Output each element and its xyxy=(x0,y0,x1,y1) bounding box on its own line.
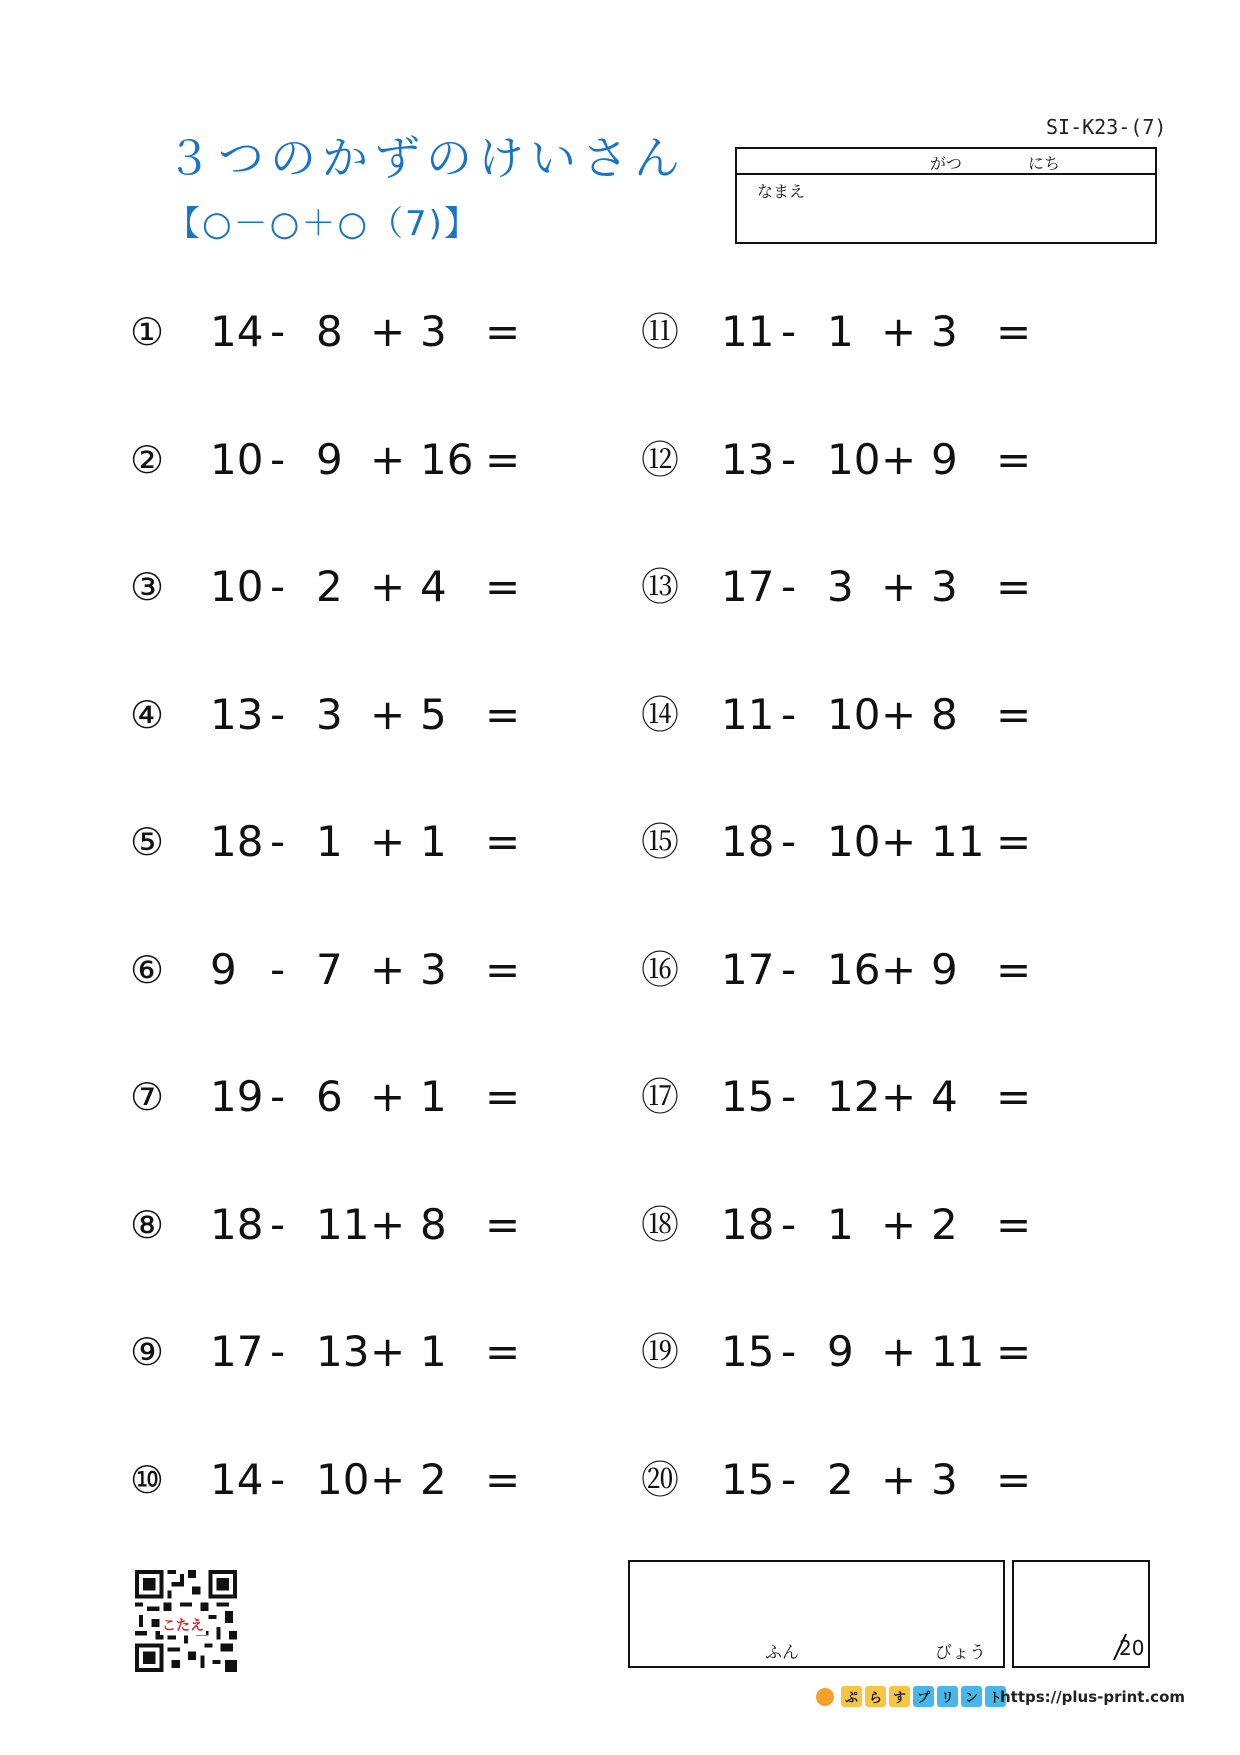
problem-eq: = xyxy=(485,1072,521,1121)
problem-op1: - xyxy=(270,1327,286,1376)
problem-op1: - xyxy=(270,562,286,611)
problem-a: 15 xyxy=(721,1072,775,1121)
problem-op2: + xyxy=(881,562,917,611)
problem-op1: - xyxy=(781,307,797,356)
problem-b: 12 xyxy=(827,1072,881,1121)
problem-op1: - xyxy=(781,1454,797,1504)
problem-c: 3 xyxy=(931,1454,958,1504)
problem-op1: - xyxy=(270,1454,286,1504)
brand-char: ト xyxy=(985,1686,1006,1707)
problem-num: ⑮ xyxy=(641,820,680,864)
problem-b: 11 xyxy=(316,1199,370,1249)
problem-b: 8 xyxy=(316,307,343,356)
problem-row xyxy=(641,1067,1061,1127)
problem-row xyxy=(130,1322,550,1382)
problem-c: 4 xyxy=(420,562,447,611)
problem-op2: + xyxy=(881,434,917,484)
problem-c: 4 xyxy=(931,1072,958,1121)
brand-char: ぷ xyxy=(841,1686,862,1707)
problem-op2: + xyxy=(881,1327,917,1376)
month-label: がつ xyxy=(930,154,963,173)
problem-a: 18 xyxy=(721,1199,775,1249)
problem-a: 13 xyxy=(721,434,775,484)
problem-b: 13 xyxy=(316,1327,370,1376)
problem-eq: = xyxy=(996,562,1032,611)
problem-op1: - xyxy=(270,307,286,356)
name-date-box xyxy=(735,147,1157,244)
problem-op2: + xyxy=(370,1199,406,1249)
problem-eq: = xyxy=(485,944,521,994)
problem-num: ⑩ xyxy=(130,1457,165,1502)
minutes-label: ふん xyxy=(765,1643,799,1663)
problem-op2: + xyxy=(370,562,406,611)
problem-op1: - xyxy=(781,1327,797,1376)
answer-qr-label: こたえ xyxy=(160,1615,206,1635)
problem-c: 2 xyxy=(931,1199,958,1249)
problem-num: ① xyxy=(130,310,165,354)
problem-op2: + xyxy=(370,1454,406,1504)
problem-b: 10 xyxy=(827,689,881,739)
problem-eq: = xyxy=(485,689,521,739)
problem-eq: = xyxy=(485,307,521,356)
problem-c: 3 xyxy=(931,307,958,356)
problem-num: ② xyxy=(130,437,165,482)
problem-c: 3 xyxy=(420,307,447,356)
problem-b: 7 xyxy=(316,944,343,994)
brand-char: プ xyxy=(913,1686,934,1707)
problem-op1: - xyxy=(781,689,797,739)
problem-eq: = xyxy=(996,944,1032,994)
day-label: にち xyxy=(1028,154,1061,173)
problem-op1: - xyxy=(781,944,797,994)
problem-eq: = xyxy=(996,434,1032,484)
problem-b: 10 xyxy=(316,1454,370,1504)
problem-eq: = xyxy=(996,1327,1032,1376)
problem-c: 9 xyxy=(931,434,958,484)
problem-op2: + xyxy=(881,689,917,739)
problem-eq: = xyxy=(996,1072,1032,1121)
problem-op1: - xyxy=(781,434,797,484)
problem-row xyxy=(130,1195,550,1255)
score-total: 20 xyxy=(1119,1636,1145,1660)
problem-num: ⑭ xyxy=(641,692,680,737)
problem-b: 2 xyxy=(827,1454,854,1504)
site-url[interactable]: https://plus-print.com xyxy=(1000,1688,1186,1706)
problem-b: 9 xyxy=(827,1327,854,1376)
date-row xyxy=(737,149,1155,175)
problem-op2: + xyxy=(881,1199,917,1249)
problem-num: ⑱ xyxy=(641,1202,680,1247)
problem-row xyxy=(130,1450,550,1510)
problem-a: 15 xyxy=(721,1454,775,1504)
problem-a: 17 xyxy=(721,944,775,994)
problem-c: 5 xyxy=(420,689,447,739)
problem-c: 9 xyxy=(931,944,958,994)
seconds-label: びょう xyxy=(935,1643,986,1663)
problem-c: 16 xyxy=(420,434,474,484)
problem-b: 16 xyxy=(827,944,881,994)
problem-row xyxy=(130,940,550,1000)
problem-b: 9 xyxy=(316,434,343,484)
problem-row xyxy=(130,685,550,745)
problem-c: 8 xyxy=(931,689,958,739)
problem-a: 17 xyxy=(210,1327,264,1376)
problem-num: ⑧ xyxy=(130,1202,165,1247)
problem-num: ④ xyxy=(130,692,165,737)
problem-num: ⑦ xyxy=(130,1075,165,1119)
problem-num: ⑰ xyxy=(641,1075,680,1119)
problem-op2: + xyxy=(881,307,917,356)
problem-num: ⑳ xyxy=(641,1457,680,1502)
problem-a: 11 xyxy=(721,307,775,356)
problem-row xyxy=(641,557,1061,617)
problem-a: 14 xyxy=(210,1454,264,1504)
problem-a: 18 xyxy=(210,1199,264,1249)
problem-op1: - xyxy=(270,1072,286,1121)
problem-row xyxy=(641,685,1061,745)
problem-a: 10 xyxy=(210,434,264,484)
problem-op2: + xyxy=(370,817,406,866)
problem-b: 10 xyxy=(827,434,881,484)
problem-eq: = xyxy=(485,817,521,866)
problem-row xyxy=(641,1450,1061,1510)
problem-b: 1 xyxy=(827,307,854,356)
score-box xyxy=(1012,1560,1150,1668)
time-box xyxy=(628,1560,1005,1668)
problem-op2: + xyxy=(881,1454,917,1504)
worksheet-subtitle: 【○－○＋○（7)】 xyxy=(166,204,480,244)
worksheet-title: ３つのかずのけいさん xyxy=(166,131,686,185)
problem-eq: = xyxy=(996,307,1032,356)
problem-b: 1 xyxy=(827,1199,854,1249)
problem-row xyxy=(641,430,1061,490)
problem-eq: = xyxy=(996,817,1032,866)
problem-num: ⑤ xyxy=(130,820,165,864)
problem-a: 9 xyxy=(210,944,237,994)
problem-row xyxy=(641,812,1061,872)
problem-row xyxy=(641,1322,1061,1382)
problem-c: 3 xyxy=(420,944,447,994)
problem-op1: - xyxy=(781,1199,797,1249)
problem-a: 15 xyxy=(721,1327,775,1376)
problem-num: ⑲ xyxy=(641,1330,680,1374)
problem-a: 11 xyxy=(721,689,775,739)
problem-b: 6 xyxy=(316,1072,343,1121)
problem-row xyxy=(130,557,550,617)
problem-op1: - xyxy=(270,689,286,739)
problem-c: 8 xyxy=(420,1199,447,1249)
problem-row xyxy=(641,940,1061,1000)
problem-row xyxy=(641,302,1061,362)
problem-op2: + xyxy=(370,434,406,484)
problem-a: 18 xyxy=(721,817,775,866)
problem-a: 19 xyxy=(210,1072,264,1121)
problem-eq: = xyxy=(996,689,1032,739)
problem-c: 11 xyxy=(931,817,985,866)
problem-c: 2 xyxy=(420,1454,447,1504)
problem-b: 10 xyxy=(827,817,881,866)
problem-eq: = xyxy=(996,1454,1032,1504)
problem-op2: + xyxy=(370,944,406,994)
problem-row xyxy=(641,1195,1061,1255)
problem-c: 3 xyxy=(931,562,958,611)
problem-a: 14 xyxy=(210,307,264,356)
problem-eq: = xyxy=(485,562,521,611)
problem-c: 1 xyxy=(420,1327,447,1376)
problem-op2: + xyxy=(370,1327,406,1376)
problem-row xyxy=(130,1067,550,1127)
problem-num: ⑬ xyxy=(641,565,680,609)
problem-num: ⑪ xyxy=(641,310,680,354)
problem-num: ③ xyxy=(130,565,165,609)
problem-b: 1 xyxy=(316,817,343,866)
problem-a: 17 xyxy=(721,562,775,611)
brand-char: す xyxy=(889,1686,910,1707)
problem-num: ⑨ xyxy=(130,1330,165,1374)
brand-char: リ xyxy=(937,1686,958,1707)
problem-row xyxy=(130,430,550,490)
problem-b: 3 xyxy=(827,562,854,611)
problem-op2: + xyxy=(370,689,406,739)
problem-op1: - xyxy=(781,817,797,866)
problem-eq: = xyxy=(485,1327,521,1376)
problem-eq: = xyxy=(996,1199,1032,1249)
problem-eq: = xyxy=(485,434,521,484)
problem-row xyxy=(130,302,550,362)
problem-b: 2 xyxy=(316,562,343,611)
problem-a: 13 xyxy=(210,689,264,739)
problem-c: 1 xyxy=(420,817,447,866)
worksheet-code: SI-K23-(7) xyxy=(1046,115,1167,139)
problem-op2: + xyxy=(881,817,917,866)
name-label: なまえ xyxy=(757,182,806,201)
problem-op1: - xyxy=(270,944,286,994)
problem-num: ⑯ xyxy=(641,947,680,992)
brand-logo xyxy=(816,1686,1006,1707)
problem-row xyxy=(130,812,550,872)
problem-op2: + xyxy=(881,1072,917,1121)
problem-op1: - xyxy=(270,434,286,484)
brand-char: ン xyxy=(961,1686,982,1707)
problem-op1: - xyxy=(270,1199,286,1249)
problem-c: 11 xyxy=(931,1327,985,1376)
problem-eq: = xyxy=(485,1199,521,1249)
problem-op2: + xyxy=(370,1072,406,1121)
brand-char: ら xyxy=(865,1686,886,1707)
problem-c: 1 xyxy=(420,1072,447,1121)
problem-op1: - xyxy=(270,817,286,866)
mascot-icon xyxy=(816,1688,834,1706)
problem-op1: - xyxy=(781,562,797,611)
problem-eq: = xyxy=(485,1454,521,1504)
problem-num: ⑫ xyxy=(641,437,680,482)
problem-a: 18 xyxy=(210,817,264,866)
problem-a: 10 xyxy=(210,562,264,611)
problem-op2: + xyxy=(881,944,917,994)
problem-op2: + xyxy=(370,307,406,356)
problem-op1: - xyxy=(781,1072,797,1121)
problem-num: ⑥ xyxy=(130,947,165,992)
problem-b: 3 xyxy=(316,689,343,739)
